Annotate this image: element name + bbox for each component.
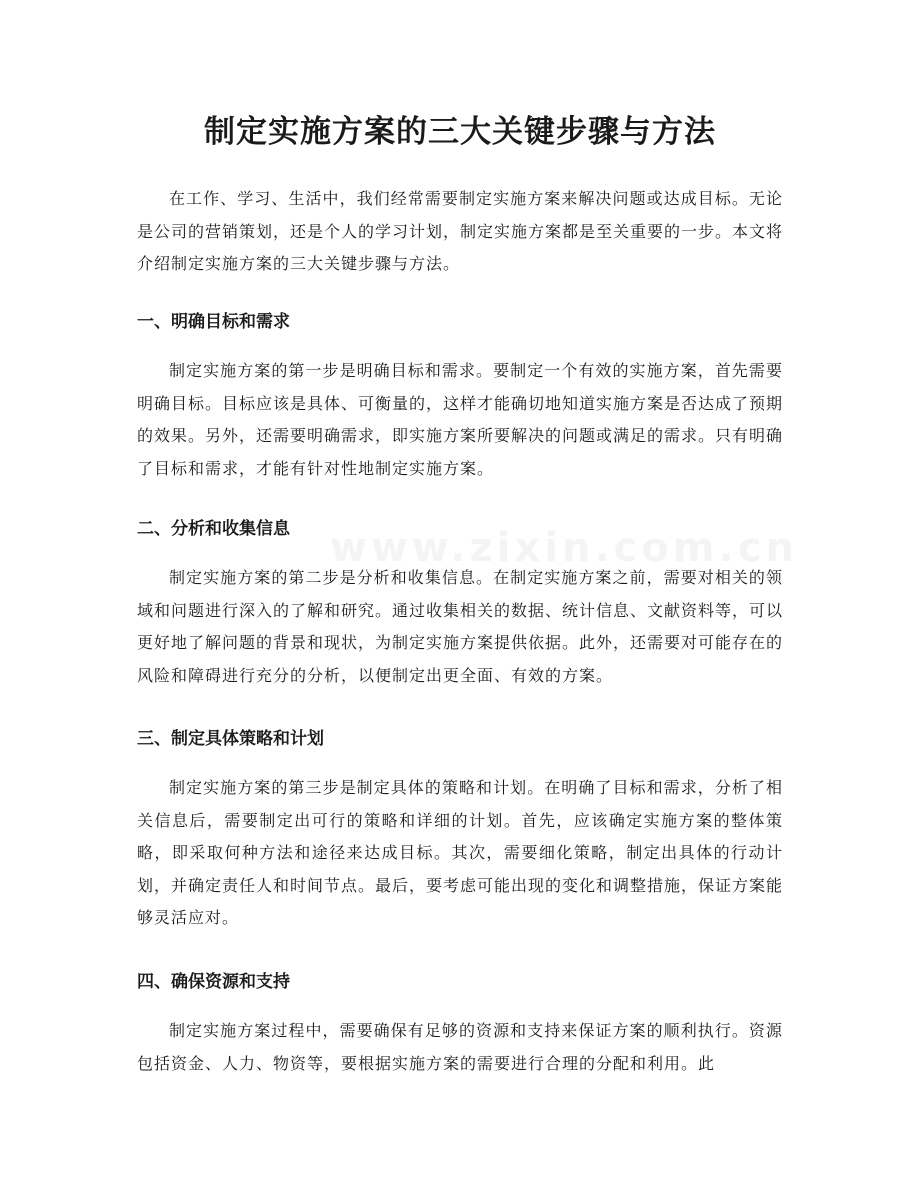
section-body-4: 制定实施方案过程中，需要确保有足够的资源和支持来保证方案的顺利执行。资源包括资金、人力、物资等，要根据实施方案的需要进行合理的分配和利用。此 bbox=[137, 1021, 783, 1073]
section-heading-1: 一、明确目标和需求 bbox=[137, 312, 290, 332]
section-heading-4: 四、确保资源和支持 bbox=[137, 972, 290, 992]
document-title: 制定实施方案的三大关键步骤与方法 bbox=[204, 114, 716, 150]
section-heading-3: 三、制定具体策略和计划 bbox=[137, 729, 324, 749]
intro-paragraph: 在工作、学习、生活中，我们经常需要制定实施方案来解决问题或达成目标。无论是公司的营销策划，还是个人的学习计划，制定实施方案都是至关重要的一步。本文将介绍制定实施方案的三大关键步骤与方法。 bbox=[137, 189, 784, 273]
section-body-1: 制定实施方案的第一步是明确目标和需求。要制定一个有效的实施方案，首先需要明确目标。目标应该是具体、可衡量的，这样才能确切地知道实施方案是否达成了预期的效果。另外，还需要明确需求，即实施方案所要解决的问题或满足的需求。只有明确了目标和需求，才能有针对性地制定实施方案。 bbox=[137, 361, 784, 478]
section-body-2: 制定实施方案的第二步是分析和收集信息。在制定实施方案之前，需要对相关的领域和问题进行深入的了解和研究。通过收集相关的数据、统计信息、文献资料等，可以更好地了解问题的背景和现状，为制定实施方案提供依据。此外，还需要对可能存在的风险和障碍进行充分的分析，以便制定出更全面、有效的方案。 bbox=[137, 568, 784, 685]
section-heading-2: 二、分析和收集信息 bbox=[137, 519, 290, 539]
section-body-3: 制定实施方案的第三步是制定具体的策略和计划。在明确了目标和需求，分析了相关信息后，需要制定出可行的策略和详细的计划。首先，应该确定实施方案的整体策略，即采取何种方法和途径来达成目标。其次，需要细化策略，制定出具体的行动计划，并确定责任人和时间节点。最后，要考虑可能出现的变化和调整措施，保证方案能够灵活应对。 bbox=[137, 778, 784, 927]
